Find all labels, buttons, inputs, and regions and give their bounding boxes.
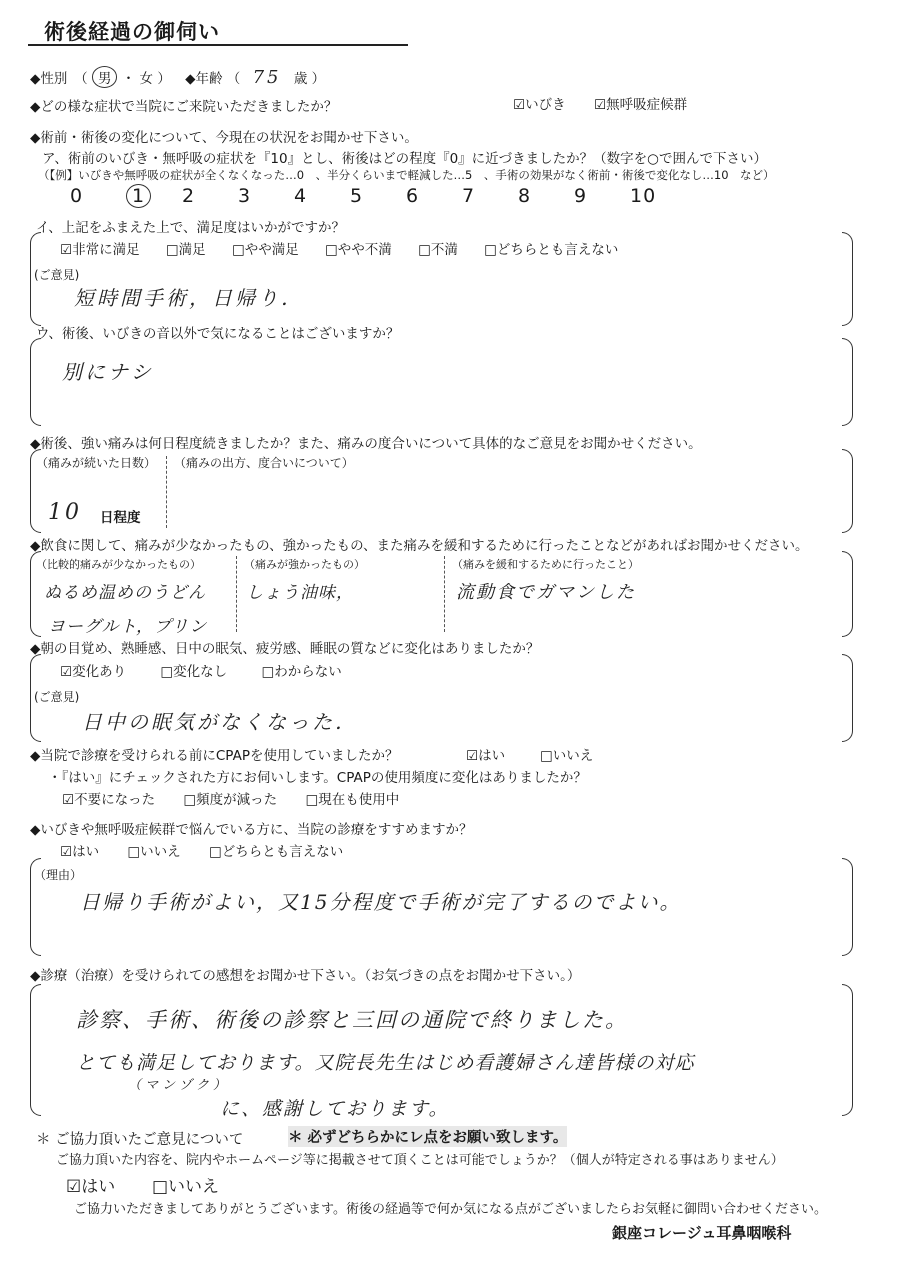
scale-number-4[interactable]: 4 (294, 185, 308, 207)
satisfaction-opinion[interactable]: 短時間手術，日帰り． (74, 286, 304, 310)
pain-days-label: （痛みが続いた日数） (36, 456, 157, 470)
satisfaction-options (60, 238, 618, 258)
sleep-unknown[interactable]: □わからない (261, 664, 342, 680)
sleep-bracket-right (842, 654, 853, 742)
satisfaction-very-satisfied[interactable]: ☑非常に満足 (60, 242, 140, 258)
recommend-reason-label: （理由） (34, 868, 83, 882)
satisfaction-question: イ、上記をふまえた上で、満足度はいかがですか？ (36, 220, 346, 236)
cpap-still-using[interactable]: □現在も使用中 (305, 792, 400, 808)
food-divider-1 (236, 556, 237, 632)
food-relief-label: （痛みを緩和するために行ったこと） (452, 558, 639, 571)
age-unit: 歳 ） (293, 71, 326, 87)
impression-question: ◆診療（治療）を受けられての感想をお聞かせ下さい。（お気づきの点をお聞かせ下さい。） (30, 968, 581, 984)
cpap-yes[interactable]: ☑はい (466, 748, 506, 764)
recommend-no[interactable]: □いいえ (127, 844, 181, 860)
gender-age-row (30, 66, 325, 88)
pain-days-value[interactable]: 10 (48, 500, 82, 525)
impression-line-3[interactable]: に、感謝しております。 (220, 1098, 450, 1120)
satisfaction-dissatisfied[interactable]: □不満 (418, 242, 458, 258)
other-answer[interactable]: 別にナシ (62, 360, 154, 384)
consent-question: ご協力頂いた内容を、院内やホームページ等に掲載させて頂くことは可能でしょうか？（個人が特定される事はありません） (56, 1153, 784, 1168)
thanks-message: ご協力いただきましてありがとうございます。術後の経過等で何か気になる点がございましたらお気軽に御問い合わせください。 (74, 1202, 827, 1217)
sleep-opinion[interactable]: 日中の眠気がなくなった． (82, 710, 358, 734)
cpap-question: ◆当院で診療を受けられる前にCPAPを使用していましたか？ (30, 748, 399, 764)
gender-female: ・ 女 ） (121, 71, 171, 87)
consent-yes[interactable]: ☑はい (66, 1177, 116, 1197)
sleep-changed[interactable]: ☑変化あり (60, 664, 127, 680)
other-question: ウ、術後、いびきの音以外で気になることはございますか？ (36, 326, 400, 342)
recommend-bracket-right (842, 858, 853, 956)
food-strong-label: （痛みが強かったもの） (244, 558, 365, 571)
cpap-no[interactable]: □いいえ (540, 748, 594, 764)
sleep-no-change[interactable]: □変化なし (160, 664, 228, 680)
food-relief-answer[interactable]: 流動食でガマンした (456, 582, 636, 603)
impression-line-2[interactable]: とても満足しております。又院長先生はじめ看護婦さん達皆様の対応 (76, 1052, 695, 1074)
food-less-answer-2[interactable]: ヨーグルト，プリン (48, 617, 208, 637)
scale-number-9[interactable]: 9 (574, 185, 588, 207)
recommend-yes[interactable]: ☑はい (60, 844, 100, 860)
consent-heading-2: ＊ 必ずどちらかにレ点をお願い致します。 (288, 1126, 567, 1147)
recommend-reason[interactable]: 日帰り手術がよい，又15分程度で手術が完了するのでよい。 (80, 890, 682, 914)
satisfaction-satisfied[interactable]: □満足 (165, 242, 206, 258)
scale-number-0[interactable]: 0 (70, 185, 84, 207)
sleep-opinion-label: (ご意見) (34, 690, 80, 704)
consent-heading-1: ＊ ご協力頂いたご意見について (36, 1132, 244, 1148)
food-bracket-right (842, 551, 853, 637)
impression-bracket-left (30, 984, 41, 1116)
change-header: ◆術前・術後の変化について、今現在の状況をお聞かせ下さい。 (30, 130, 418, 146)
scale-number-10[interactable]: 10 (630, 185, 657, 207)
gender-male-circled[interactable]: 男 (92, 66, 118, 88)
page-title: 術後経過の御伺い (44, 20, 220, 44)
other-bracket-left (30, 338, 41, 426)
food-strong-answer[interactable]: しょう油味， (246, 583, 354, 603)
gender-label: ◆性別 （ (30, 71, 88, 87)
reason-snoring-checkbox[interactable]: ☑いびき (513, 97, 566, 113)
age-label: ◆年齢 （ (185, 71, 241, 87)
reason-apnea-checkbox[interactable]: ☑無呼吸症候群 (594, 97, 688, 113)
scale-number-5[interactable]: 5 (350, 185, 364, 207)
scale-number-3[interactable]: 3 (238, 185, 252, 207)
recommend-options (60, 840, 343, 860)
pain-divider (166, 456, 167, 528)
scale-number-1[interactable]: 1 (126, 184, 182, 208)
sleep-options (60, 660, 342, 680)
title-underline (28, 44, 408, 46)
food-divider-2 (444, 556, 445, 632)
pain-question: ◆術後、強い痛みは何日程度続きましたか？また、痛みの度合いについて具体的なご意見をお聞かせください。 (30, 436, 702, 452)
reason-question: ◆どの様な症状で当院にご来院いただきましたか？ (30, 99, 338, 115)
impression-line-1[interactable]: 診察、手術、術後の診察と三回の通院で終りました。 (76, 1008, 628, 1032)
change-question: ア、術前のいびき・無呼吸の症状を『10』とし、術後はどの程度『0』に近づきましたか？（数字を○で囲んで下さい） (42, 151, 767, 167)
satisfaction-somewhat-satisfied[interactable]: □やや満足 (231, 242, 299, 258)
change-example: （【例】いびきや無呼吸の症状が全くなくなった…0 、半分くらいまで軽減した…5 、手術の効果がなく術前・術後で変化なし…10 など） (38, 168, 775, 182)
recommend-question: ◆いびきや無呼吸症候群で悩んでいる方に、当院の診療をすすめますか？ (30, 822, 473, 838)
pain-bracket-right (842, 449, 853, 533)
impression-ruby: （マンゾク） (128, 1078, 230, 1093)
consent-no[interactable]: □いいえ (152, 1177, 220, 1197)
impression-bracket-right (842, 984, 853, 1116)
food-less-label: （比較的痛みが少なかったもの） (36, 558, 201, 571)
food-question: ◆飲食に関して、痛みが少なかったもの、強かったもの、また痛みを緩和するために行ったことなどがあればお聞かせください。 (30, 538, 809, 554)
cpap-not-needed[interactable]: ☑不要になった (62, 792, 156, 808)
scale-number-2[interactable]: 2 (182, 185, 196, 207)
change-scale (70, 184, 686, 208)
sleep-question: ◆朝の目覚め、熟睡感、日中の眠気、疲労感、睡眠の質などに変化はありましたか？ (30, 641, 540, 657)
food-less-answer-1[interactable]: ぬるめ温めのうどん (44, 583, 206, 603)
pain-days-unit: 日程度 (100, 510, 141, 526)
satisfaction-bracket-right (842, 232, 853, 326)
scale-number-7[interactable]: 7 (462, 185, 476, 207)
clinic-name: 銀座コレージュ耳鼻咽喉科 (612, 1224, 792, 1242)
satisfaction-somewhat-dissatisfied[interactable]: □やや不満 (325, 242, 392, 258)
cpap-options (62, 788, 399, 808)
scale-number-6[interactable]: 6 (406, 185, 420, 207)
cpap-less-frequent[interactable]: □頻度が減った (183, 792, 278, 808)
satisfaction-neutral[interactable]: □どちらとも言えない (484, 242, 619, 258)
other-bracket-right (842, 338, 853, 426)
age-value[interactable]: 75 (252, 67, 282, 88)
scale-number-8[interactable]: 8 (518, 185, 532, 207)
satisfaction-opinion-label: (ご意見) (34, 268, 80, 282)
cpap-follow-question: ・『はい』にチェックされた方にお伺いします。CPAPの使用頻度に変化はありましたか？ (48, 770, 587, 786)
pain-degree-label: （痛みの出方、度合いについて） (174, 456, 354, 470)
recommend-neutral[interactable]: □どちらとも言えない (208, 844, 344, 860)
